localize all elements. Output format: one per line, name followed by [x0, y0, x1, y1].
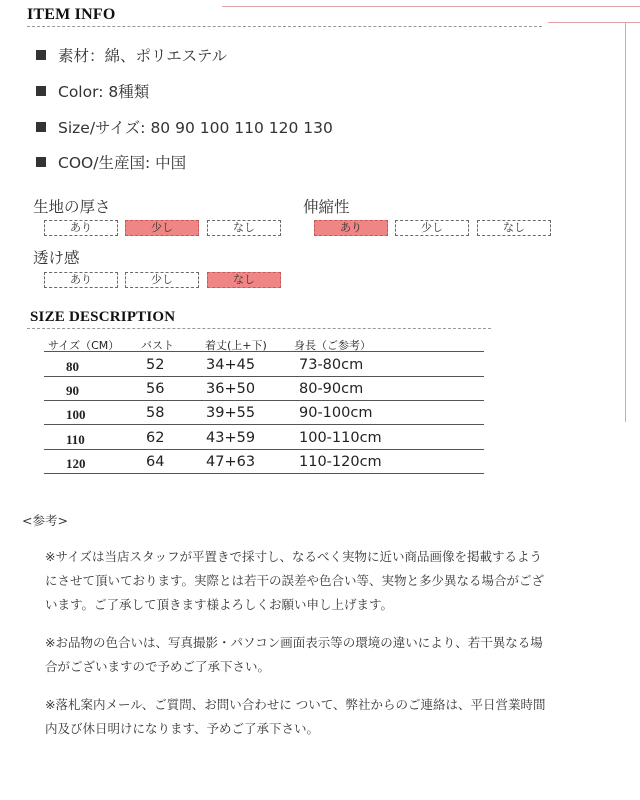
cell-height: 100-110cm — [299, 430, 382, 446]
cell-length: 39+55 — [206, 405, 256, 421]
cell-length: 43+59 — [206, 430, 256, 446]
cell-bust: 56 — [146, 381, 165, 397]
spec-size: Size/サイズ: 80 90 100 110 120 130 — [36, 116, 333, 138]
bullet-square-icon — [36, 86, 46, 96]
row-divider — [44, 449, 484, 450]
cell-length: 34+45 — [206, 357, 256, 373]
cell-height: 90-100cm — [299, 405, 373, 421]
size-description-divider — [27, 328, 491, 329]
header-length: 着丈(上+下) — [205, 339, 267, 352]
cell-bust: 52 — [146, 357, 165, 373]
thickness-option-none: なし — [207, 220, 281, 236]
cell-height: 73-80cm — [299, 357, 364, 373]
stretch-option-none: なし — [477, 220, 551, 236]
stretch-label: 伸縮性 — [303, 198, 350, 216]
notes-title: <参考> — [22, 513, 68, 528]
cell-height: 110-120cm — [299, 454, 382, 470]
table-row — [44, 452, 484, 474]
decorative-frame-top-inner — [548, 22, 640, 23]
cell-size: 90 — [66, 383, 79, 398]
cell-size: 120 — [66, 456, 86, 471]
cell-bust: 58 — [146, 405, 165, 421]
bullet-square-icon — [36, 50, 46, 60]
header-height: 身長（ご参考） — [294, 339, 371, 352]
table-row — [44, 355, 484, 377]
sheer-option-yes: あり — [44, 272, 118, 288]
cell-bust: 64 — [146, 454, 165, 470]
note-paragraph-measurement: ※サイズは当店スタッフが平置きで採寸し、なるべく実物に近い商品画像を掲載するようにさせて頂いております。実際とは若干の誤差や色合い等、実物と多少異なる場合がございます。ご了承して頂きます様よろしくお願い申し上げます。 — [45, 549, 545, 612]
table-header-rule — [44, 351, 484, 352]
note-paragraph-contact: ※落札案内メール、ご質問、お問い合わせに ついて、弊社からのご連絡は、平日営業時間内及び休日明けになります、予めご了承下さい。 — [45, 697, 546, 736]
bullet-square-icon — [36, 122, 46, 132]
row-divider — [44, 376, 484, 377]
cell-length: 47+63 — [206, 454, 256, 470]
item-info-title: ITEM INFO — [27, 6, 116, 23]
cell-bust: 62 — [146, 430, 165, 446]
row-divider — [44, 424, 484, 425]
header-size: サイズ（CM） — [48, 339, 120, 352]
cell-size: 110 — [66, 432, 85, 447]
sheer-label: 透け感 — [33, 249, 80, 267]
thickness-label: 生地の厚さ — [33, 198, 111, 216]
stretch-option-yes: あり — [314, 220, 388, 236]
cell-size: 100 — [66, 407, 86, 422]
bullet-square-icon — [36, 157, 46, 167]
note-paragraph-color: ※お品物の色合いは、写真撮影・パソコン画面表示等の環境の違いにより、若干異なる場合がございますので予めご了承下さい。 — [45, 635, 543, 674]
cell-length: 36+50 — [206, 381, 256, 397]
table-row — [44, 428, 484, 450]
spec-color: Color: 8種類 — [36, 80, 149, 102]
size-description-title: SIZE DESCRIPTION — [30, 309, 176, 325]
thickness-option-little: 少し — [125, 220, 199, 236]
row-divider — [44, 400, 484, 401]
cell-size: 80 — [66, 359, 79, 374]
header-bust: バスト — [141, 339, 174, 352]
cell-height: 80-90cm — [299, 381, 364, 397]
decorative-frame-right — [625, 22, 626, 422]
spec-material: 素材：綿、ポリエステル — [36, 44, 227, 66]
table-row — [44, 379, 484, 401]
thickness-option-yes: あり — [44, 220, 118, 236]
sheer-option-none: なし — [207, 272, 281, 288]
row-divider — [44, 473, 484, 474]
stretch-option-little: 少し — [395, 220, 469, 236]
item-info-divider — [27, 26, 542, 27]
sheer-option-little: 少し — [125, 272, 199, 288]
spec-origin: COO/生産国: 中国 — [36, 151, 186, 173]
decorative-frame-top — [222, 6, 640, 7]
table-row — [44, 403, 484, 425]
